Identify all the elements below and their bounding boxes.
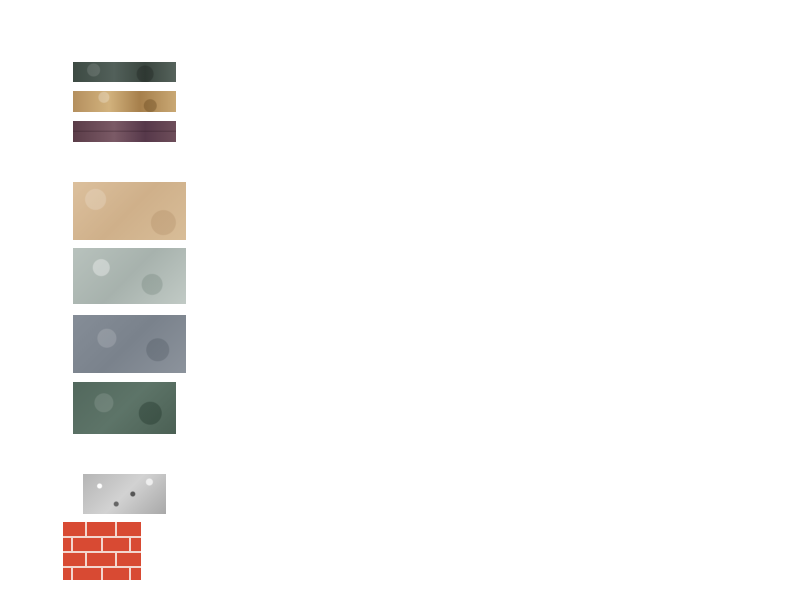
tile-photo-granite (83, 474, 166, 514)
tile-photo-dark-green-slate (73, 382, 176, 434)
tile-photo-light-gray-stone (73, 248, 186, 304)
tile-photo-sand-stone (73, 91, 176, 112)
tile-photo-green-slate (73, 62, 176, 82)
tile-photo-beige-sandstone (73, 182, 186, 240)
tile-photo-mid-gray-stone (73, 315, 186, 373)
tile-photo-purple-slate (73, 121, 176, 142)
tile-photo-red-brick (63, 522, 141, 580)
